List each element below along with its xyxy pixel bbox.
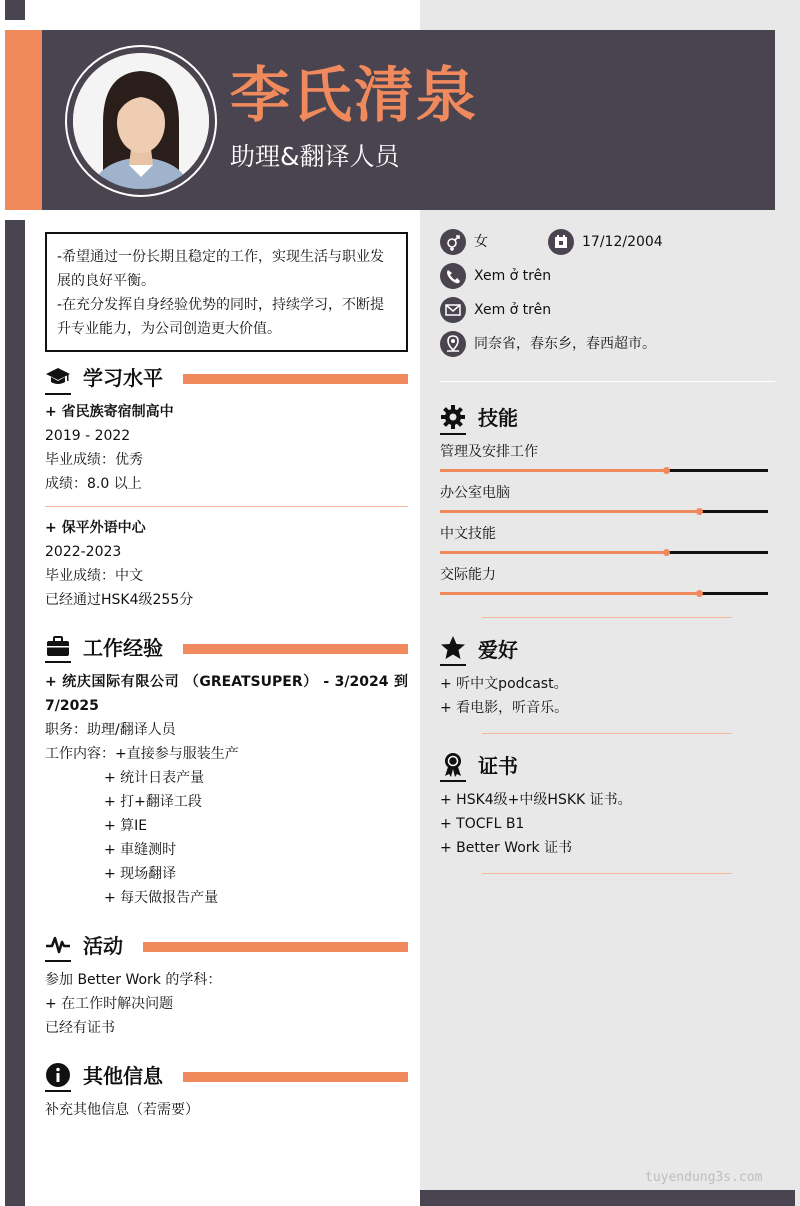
icon-underline <box>45 1090 71 1092</box>
objective-line: -希望通过一份长期且稳定的工作，实现生活与职业发展的良好平衡。 <box>57 249 385 289</box>
job-title: 助理&翻译人员 <box>230 142 400 171</box>
school-period: 2022-2023 <box>45 544 122 560</box>
duty-item: + 算IE <box>104 818 148 834</box>
duty-item: + 现场翻译 <box>104 866 177 882</box>
hobbies-title: 爱好 <box>478 638 518 662</box>
section-rule <box>183 1072 408 1082</box>
duties-label: 工作内容： <box>45 746 115 762</box>
duty-item: + 统计日表产量 <box>104 770 205 786</box>
contact-divider <box>440 381 775 382</box>
bottom-accent-bar <box>420 1190 795 1206</box>
certificate-item: + Better Work 证书 <box>440 840 573 856</box>
birthdate-value: 17/12/2004 <box>582 234 663 250</box>
header-orange-block <box>5 30 42 210</box>
activity-pulse-icon <box>45 932 71 962</box>
gender-icon <box>440 229 466 255</box>
activity-line: 参加 Better Work 的学科： <box>45 972 222 988</box>
email-icon <box>440 297 466 323</box>
skill-label: 管理及安排工作 <box>440 444 538 460</box>
activity-line: + 在工作时解决问题 <box>45 996 174 1012</box>
skill-label: 中文技能 <box>440 526 496 542</box>
school-detail: 毕业成绩：中文 <box>45 568 143 584</box>
watermark: tuyendung3s.com <box>645 1170 763 1185</box>
skill-bar-handle <box>663 467 670 474</box>
section-rule <box>183 374 408 384</box>
section-separator <box>482 617 732 618</box>
hobby-item: + 听中文podcast。 <box>440 676 568 692</box>
education-title: 学习水平 <box>83 366 163 390</box>
company-line: + 统庆国际有限公司 （GREATSUPER） - 3/2024 到 7/2025 <box>45 674 408 714</box>
section-separator <box>482 873 732 874</box>
star-icon <box>440 635 466 665</box>
skill-label: 办公室电脑 <box>440 485 510 501</box>
award-icon <box>440 751 466 781</box>
icon-underline <box>45 661 71 663</box>
icon-underline <box>440 433 466 435</box>
skill-label: 交际能力 <box>440 567 496 583</box>
objective-line: -在充分发挥自身经验优势的同时，持续学习，不断提升专业能力，为公司创造更大价值。 <box>57 297 385 337</box>
duty-item: + 每天做报告产量 <box>104 890 219 906</box>
other-title: 其他信息 <box>83 1064 163 1088</box>
skills-title: 技能 <box>478 406 518 430</box>
email-value: Xem ở trên <box>474 302 552 318</box>
icon-underline <box>45 960 71 962</box>
info-icon <box>45 1062 71 1092</box>
section-separator <box>482 733 732 734</box>
duty-item: + 車缝测时 <box>104 842 177 858</box>
activities-title: 活动 <box>83 934 123 958</box>
top-left-accent <box>5 0 25 20</box>
location-pin-icon <box>440 331 466 357</box>
calendar-icon <box>548 229 574 255</box>
profile-photo <box>73 53 209 189</box>
skill-bar-fill <box>440 592 699 595</box>
other-text: 补充其他信息（若需要） <box>45 1102 199 1118</box>
gender-value: 女 <box>474 234 488 250</box>
experience-title: 工作经验 <box>83 636 163 660</box>
skill-bar-fill <box>440 551 666 554</box>
section-rule <box>183 644 408 654</box>
certificate-item: + HSK4级+中级HSKK 证书。 <box>440 792 632 808</box>
skill-bar-fill <box>440 469 666 472</box>
skill-bar-fill <box>440 510 699 513</box>
certificate-item: + TOCFL B1 <box>440 816 525 832</box>
skill-bar-handle <box>696 590 703 597</box>
skill-bar-handle <box>663 549 670 556</box>
left-accent-bar <box>5 220 25 1206</box>
section-rule <box>143 942 408 952</box>
address-value: 同奈省，春东乡，春西超市。 <box>474 336 656 352</box>
icon-underline <box>440 780 466 782</box>
activity-line: 已经有证书 <box>45 1020 115 1036</box>
school-name: + 保平外语中心 <box>45 520 146 536</box>
gear-icon <box>440 404 466 434</box>
phone-icon <box>440 263 466 289</box>
icon-underline <box>440 664 466 666</box>
entry-separator <box>45 506 408 507</box>
skill-bar-handle <box>696 508 703 515</box>
phone-value: Xem ở trên <box>474 268 552 284</box>
school-detail: 已经通过HSK4级255分 <box>45 592 194 608</box>
career-objective <box>45 232 408 352</box>
briefcase-icon <box>45 634 71 664</box>
school-detail: 成绩：8.0 以上 <box>45 476 142 492</box>
graduation-cap-icon <box>45 364 71 394</box>
duty-item: + 打+翻译工段 <box>104 794 202 810</box>
school-period: 2019 - 2022 <box>45 428 131 444</box>
school-name: + 省民族寄宿制高中 <box>45 404 174 420</box>
school-detail: 毕业成绩：优秀 <box>45 452 143 468</box>
hobby-item: + 看电影，听音乐。 <box>440 700 569 716</box>
duty-item: +直接参与服装生产 <box>115 746 239 762</box>
position-line: 职务：助理/翻译人员 <box>45 722 176 738</box>
candidate-name: 李氏清泉 <box>230 61 478 131</box>
icon-underline <box>45 393 71 395</box>
certificates-title: 证书 <box>478 754 518 778</box>
